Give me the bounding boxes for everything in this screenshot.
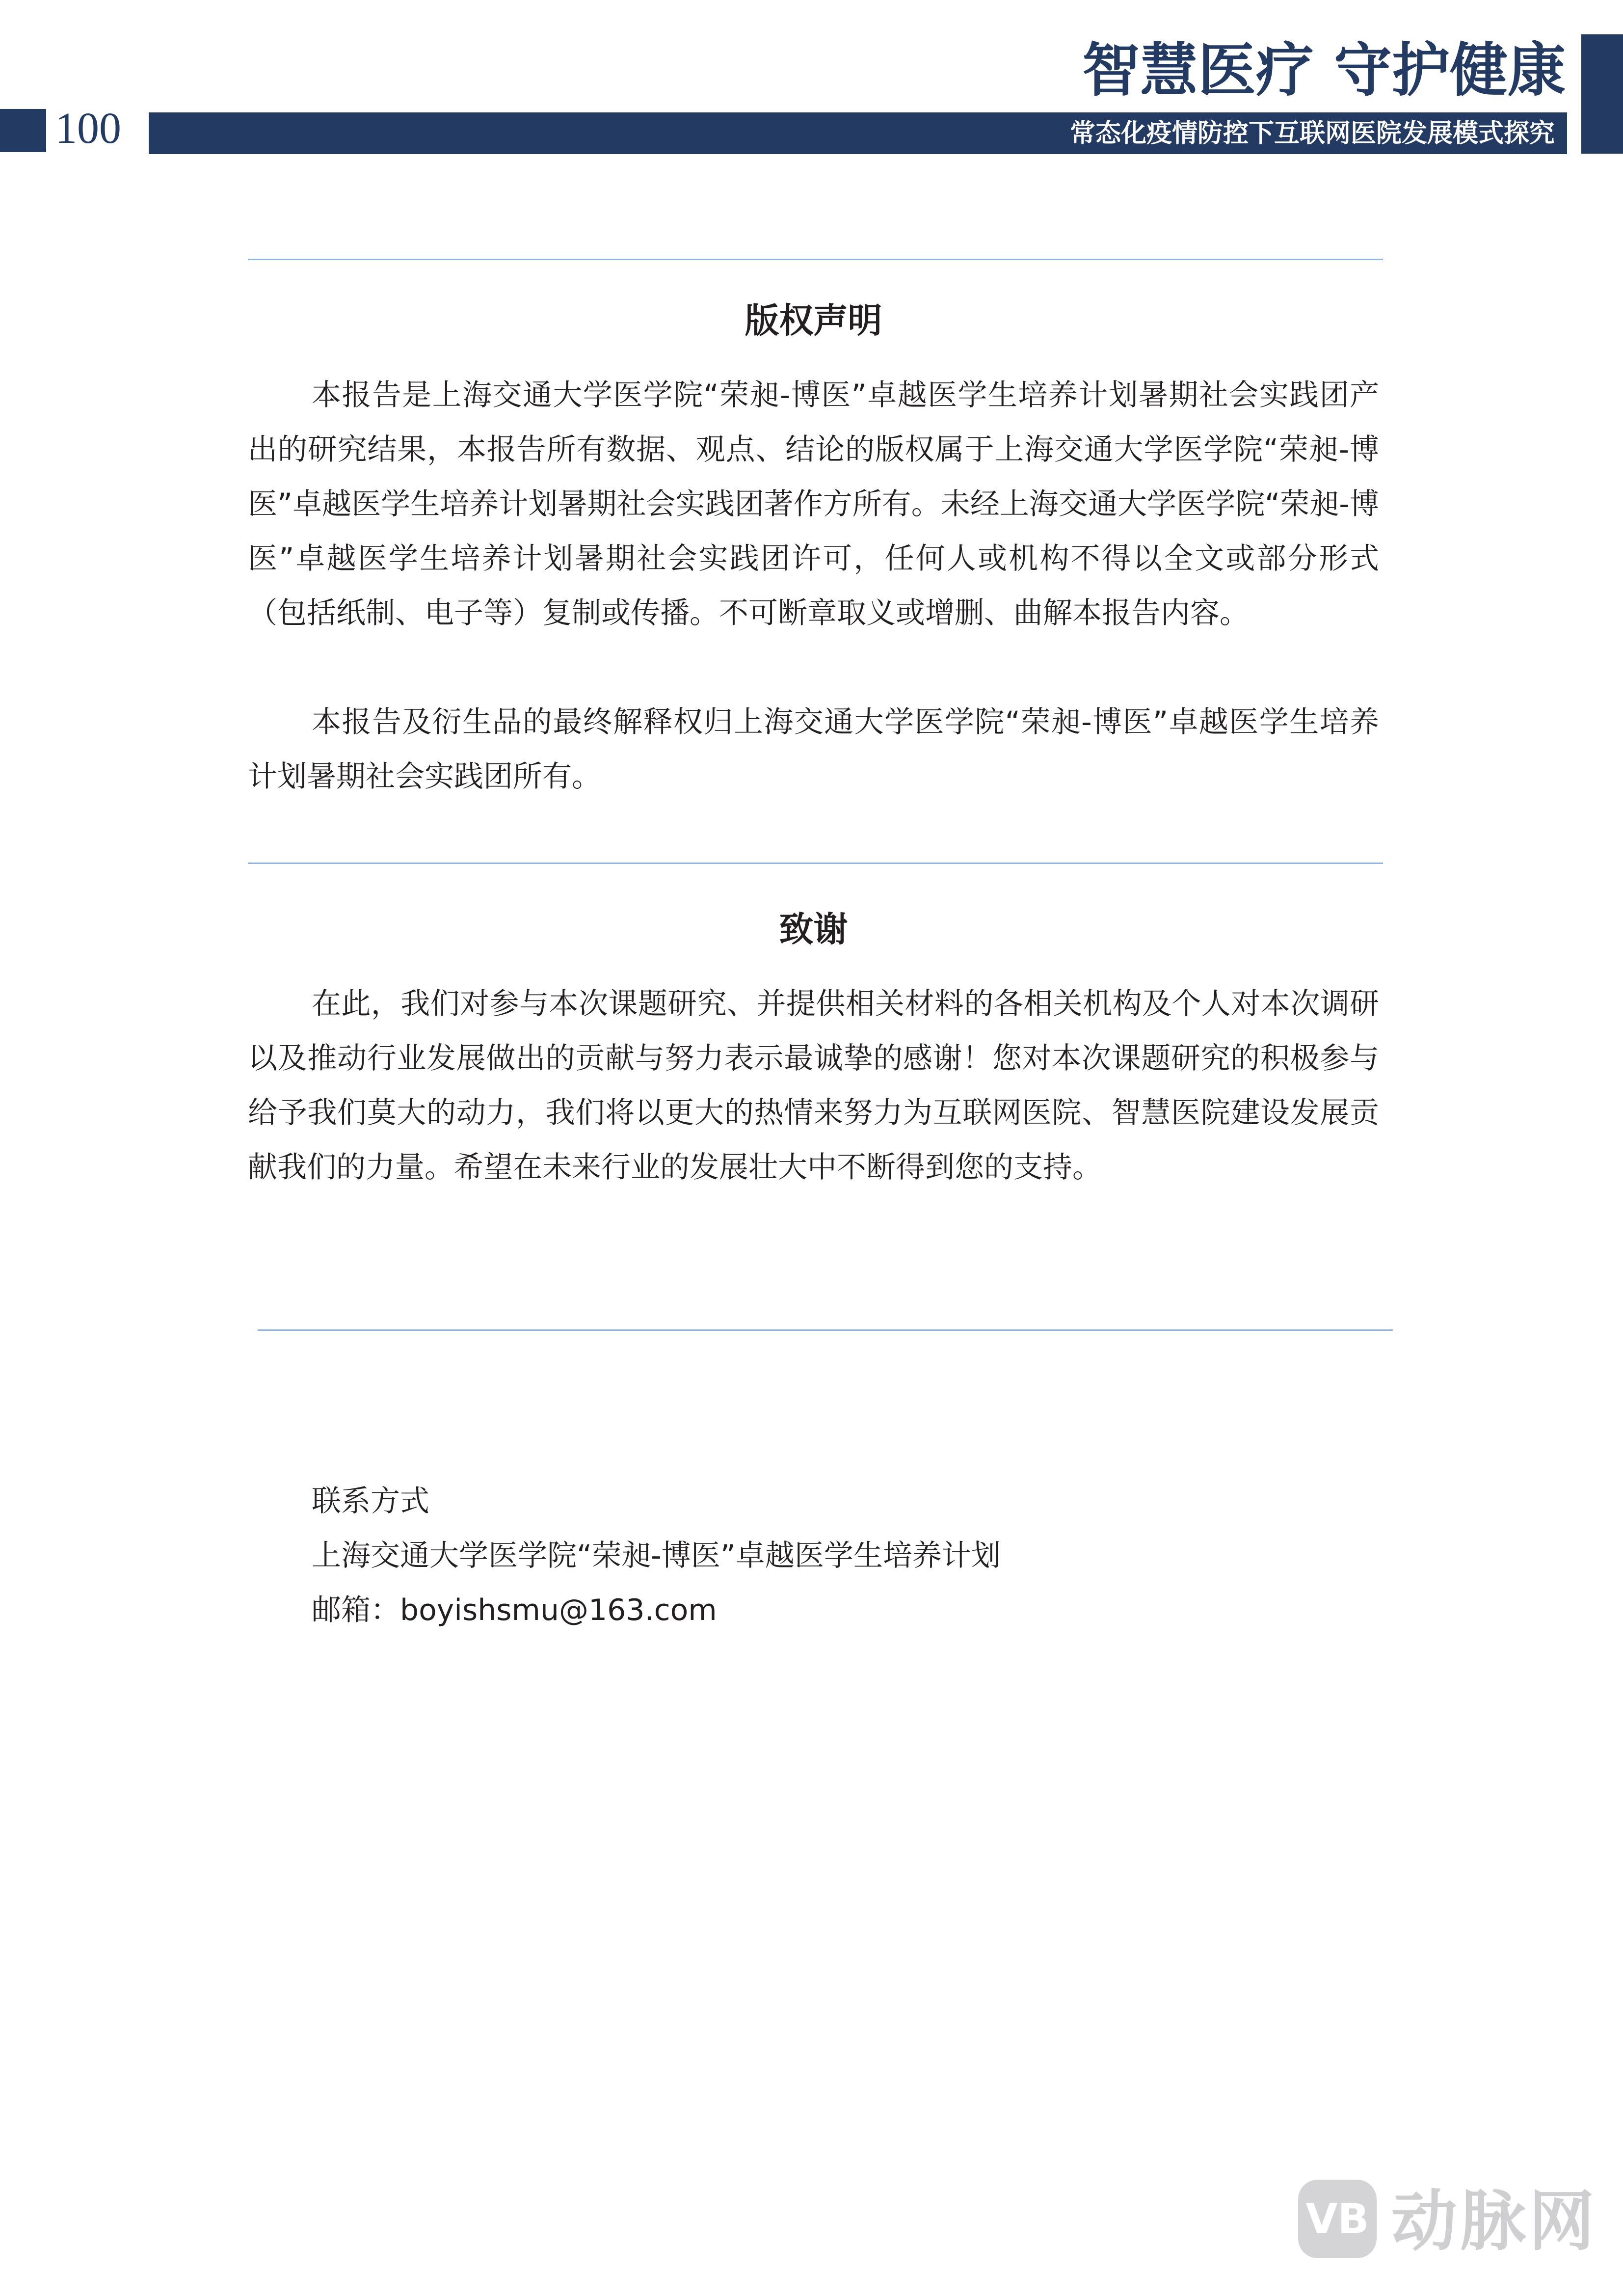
bottom-divider [258, 1329, 1393, 1331]
header-title: 智慧医疗 守护健康 [1082, 36, 1566, 104]
header-right-bar [1581, 34, 1623, 154]
copyright-heading: 版权声明 [745, 300, 882, 341]
top-divider [248, 259, 1383, 260]
watermark-logo-icon [1298, 2180, 1377, 2258]
copyright-paragraph-2: 本报告及衍生品的最终解释权归上海交通大学医学院“荣昶-博医”卓越医学生培养计划暑期社会实践团所有。 [248, 705, 1379, 794]
contact-email: 邮箱：boyishsmu@163.com [312, 1593, 717, 1627]
contact-organization: 上海交通大学医学院“荣昶-博医”卓越医学生培养计划 [312, 1539, 1001, 1573]
contact-label: 联系方式 [312, 1484, 429, 1518]
header-subtitle: 常态化疫情防控下互联网医院发展模式探究 [1069, 118, 1555, 148]
acknowledgement-heading: 致谢 [779, 909, 848, 949]
watermark-logo-glyph: VB [1305, 2195, 1369, 2243]
header-left-bar [0, 109, 46, 152]
acknowledgement-paragraph: 在此，我们对参与本次课题研究、并提供相关材料的各相关机构及个人对本次调研以及推动行业发展做出的贡献与努力表示最诚挚的感谢！您对本次课题研究的积极参与给予我们莫大的动力，我们将以更大的热情来努力为互联网医院、智慧医院建设发展贡献我们的力量。希望在未来行业的发展壮大中不断得到您的支持。 [248, 987, 1379, 1185]
page-number: 100 [55, 104, 121, 153]
middle-divider [248, 863, 1383, 864]
watermark-text: 动脉网 [1391, 2183, 1598, 2260]
copyright-paragraph-1: 本报告是上海交通大学医学院“荣昶-博医”卓越医学生培养计划暑期社会实践团产出的研究结果，本报告所有数据、观点、结论的版权属于上海交通大学医学院“荣昶-博医”卓越医学生培养计划暑期社会实践团著作方所有。未经上海交通大学医学院“荣昶-博医”卓越医学生培养计划暑期社会实践团许可，任何人或机构不得以全文或部分形式（包括纸制、电子等）复制或传播。不可断章取义或增删、曲解本报告内容。 [248, 378, 1379, 630]
